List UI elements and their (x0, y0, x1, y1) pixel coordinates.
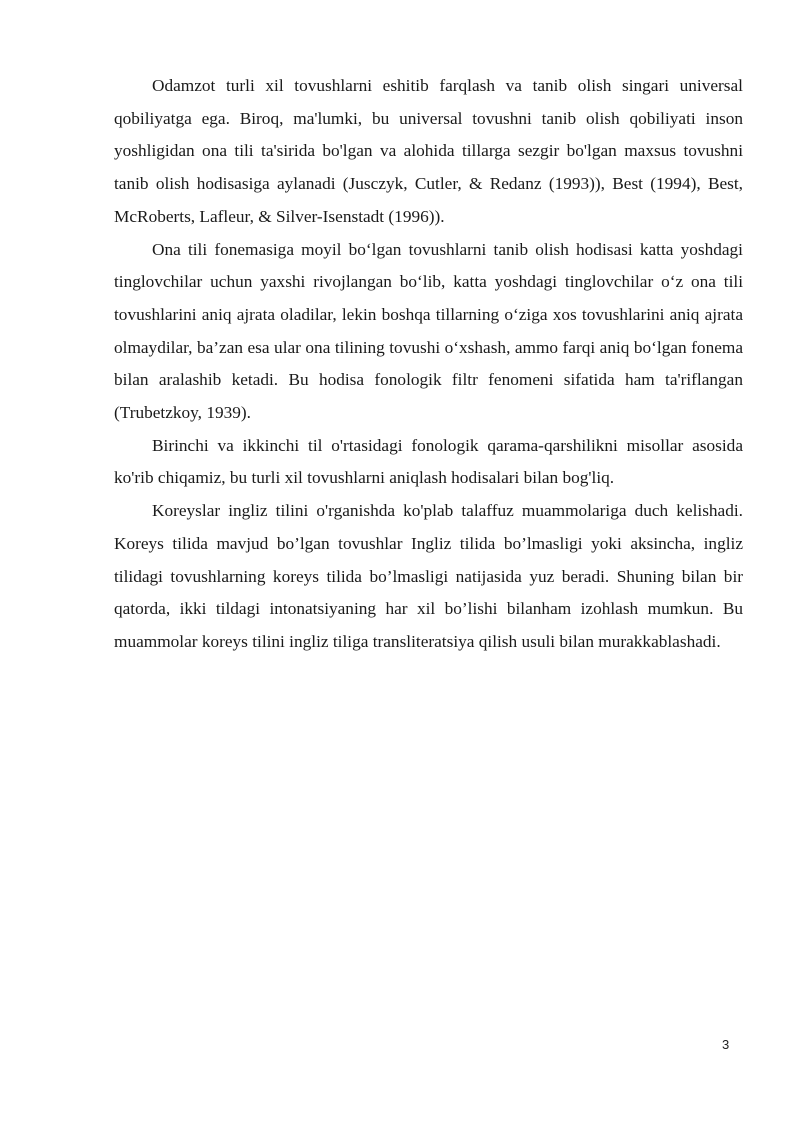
paragraph-2: Ona tili fonemasiga moyil bo‘lgan tovushlarni tanib olish hodisasi katta yoshdagi tinglovchilar uchun yaxshi rivojlangan bo‘lib, katta yoshdagi tinglovchilar o‘z ona tili tovushlarini aniq ajrata oladilar, lekin boshqa tillarning o‘ziga xos tovushlarini aniq ajrata olmaydilar, ba’zan esa ular ona tilining tovushi o‘xshash, ammo farqi aniq bo‘lgan fonema bilan aralashib ketadi. Bu hodisa fonologik filtr fenomeni sifatida ham ta'riflangan (Trubetzkoy, 1939). (114, 239, 743, 423)
page-number: 3 (722, 1037, 730, 1052)
paragraph-1: Odamzot turli xil tovushlarni eshitib farqlash va tanib olish singari universal qobiliyatga ega. Biroq, ma'lumki, bu universal tovushni tanib olish qobiliyati inson yoshligidan ona tili ta'sirida bo'lgan va alohida tillarga sezgir bo'lgan maxsus tovushni tanib olish hodisasiga aylanadi (Jusczyk, Cutler, & Redanz (1993)), Best (1994), Best, McRoberts, Lafleur, & Silver-Isenstadt (1996)). (114, 76, 743, 226)
document-body (114, 70, 743, 659)
paragraph-3: Birinchi va ikkinchi til o'rtasidagi fonologik qarama-qarshilikni misollar asosida ko'rib chiqamiz, bu turli xil tovushlarni aniqlash hodisalari bilan bog'liq. (114, 435, 743, 488)
paragraph-4: Koreyslar ingliz tilini o'rganishda ko'plab talaffuz muammolariga duch kelishadi. Koreys tilida mavjud bo’lgan tovushlar Ingliz tilida bo’lmasligi yoki aksincha, ingliz tilidagi tovushlarning koreys tilida bo’lmasligi natijasida yuz beradi. Shuning bilan bir qatorda, ikki tildagi intonatsiyaning har xil bo’lishi bilanham izohlash mumkun. Bu muammolar koreys tilini ingliz tiliga transliteratsiya qilish usuli bilan murakkablashadi. (114, 501, 743, 651)
